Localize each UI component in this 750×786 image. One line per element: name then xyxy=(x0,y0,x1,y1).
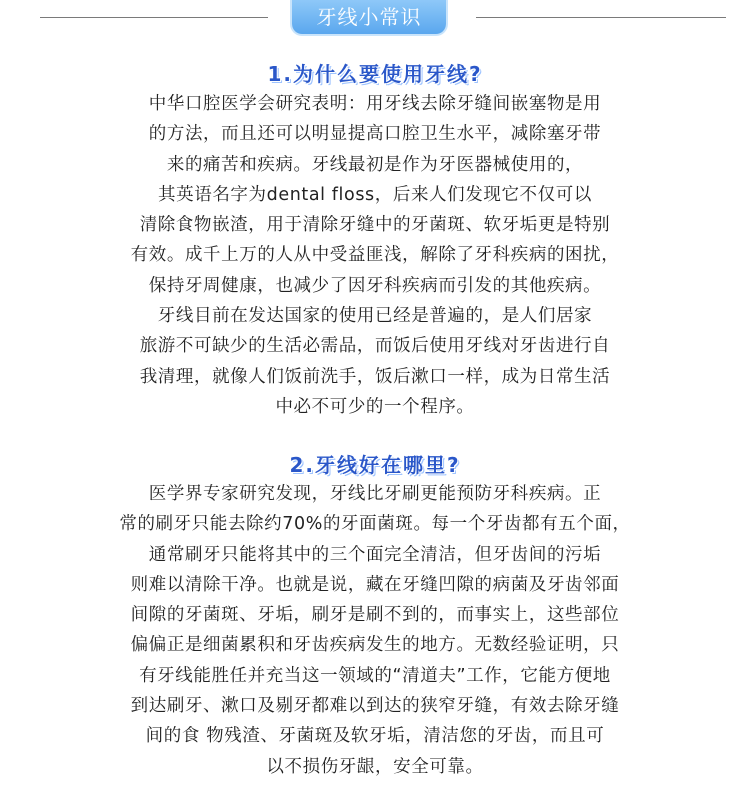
section-1-line: 有效。成千上万的人从中受益匪浅，解除了牙科疾病的困扰， xyxy=(130,245,620,266)
section-2-line: 以不损伤牙龈，安全可靠。 xyxy=(266,756,484,777)
section-1-heading: 1.为什么要使用牙线? xyxy=(267,62,483,86)
section-2-line: 常的刷牙只能去除约70%的牙面菌斑。每一个牙齿都有五个面， xyxy=(119,514,631,535)
section-1-line: 旅游不可缺少的生活必需品，而饭后使用牙线对牙齿进行自 xyxy=(139,336,611,357)
section-1-line: 我清理，就像人们饭前洗手，饭后漱口一样，成为日常生活 xyxy=(139,366,611,387)
section-1-line: 中必不可少的一个程序。 xyxy=(275,396,475,417)
header-divider-right xyxy=(476,17,726,18)
section-2-heading: 2.牙线好在哪里? xyxy=(289,453,461,477)
section-1-line: 清除食物嵌渣，用于清除牙缝中的牙菌斑、软牙垢更是特别 xyxy=(139,215,611,236)
section-1-line: 中华口腔医学会研究表明：用牙线去除牙缝间嵌塞物是用 xyxy=(148,94,602,114)
section-2-line: 医学界专家研究发现，牙线比牙刷更能预防牙科疾病。正 xyxy=(148,484,602,504)
section-1-line: 来的痛苦和疾病。牙线最初是作为牙医器械使用的， xyxy=(166,154,584,175)
section-2-line: 偏偏正是细菌累积和牙齿疾病发生的地方。无数经验证明，只 xyxy=(130,635,620,656)
section-2-line: 有牙线能胜任并充当这一领域的“清道夫”工作，它能方便地 xyxy=(139,665,611,686)
page-title: 牙线小常识 xyxy=(292,0,446,34)
section-1-body xyxy=(0,89,750,422)
section-1-line: 保持牙周健康，也减少了因牙科疾病而引发的其他疾病。 xyxy=(148,275,602,296)
section-1-line: 的方法，而且还可以明显提高口腔卫生水平，减除塞牙带 xyxy=(148,124,602,145)
section-1-line: 其英语名字为dental floss，后来人们发现它不仅可以 xyxy=(158,184,592,205)
header-divider-left xyxy=(40,17,268,18)
section-2-line: 通常刷牙只能将其中的三个面完全清洁，但牙齿间的污垢 xyxy=(148,544,602,565)
section-2-line: 到达刷牙、漱口及剔牙都难以到达的狭窄牙缝，有效去除牙缝 xyxy=(130,696,620,717)
section-1-line: 牙线目前在发达国家的使用已经是普遍的，是人们居家 xyxy=(157,306,593,327)
section-2-line: 间的食 物残渣、牙菌斑及软牙垢，清洁您的牙齿，而且可 xyxy=(145,726,605,747)
page-header xyxy=(0,0,750,36)
section-2-body xyxy=(0,479,750,782)
section-2-line: 间隙的牙菌斑、牙垢，刷牙是刷不到的，而事实上，这些部位 xyxy=(130,605,620,626)
section-2-line: 则难以清除干净。也就是说，藏在牙缝凹隙的病菌及牙齿邻面 xyxy=(130,574,620,595)
